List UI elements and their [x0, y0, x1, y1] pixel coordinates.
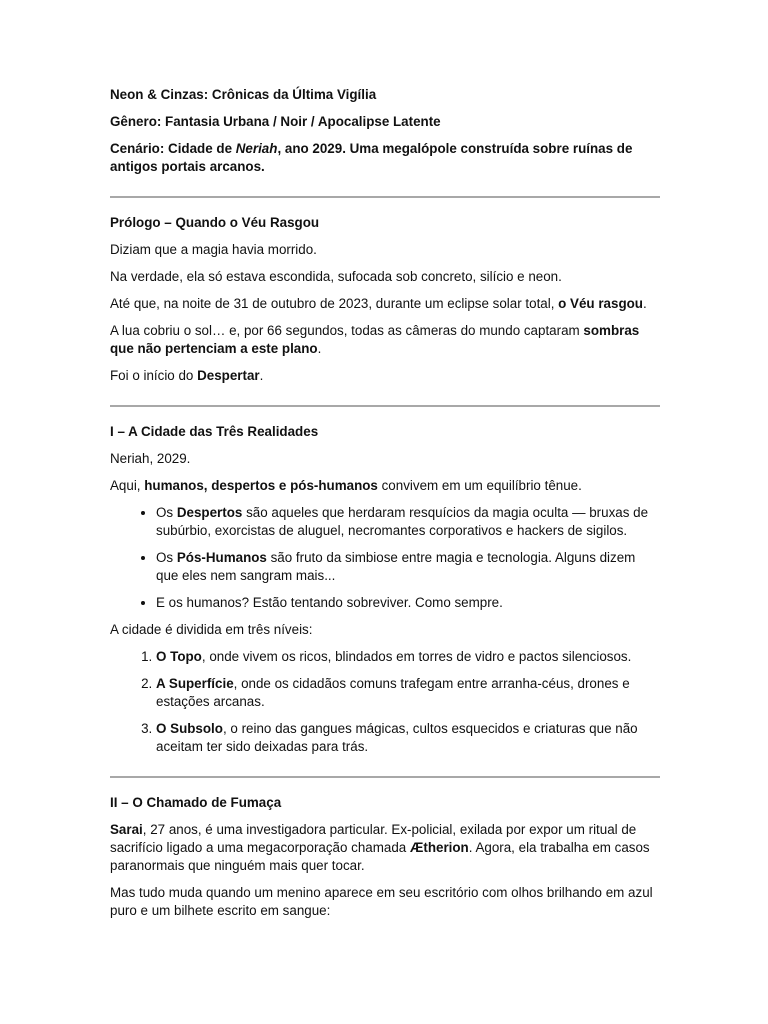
emphasis-text: Despertar	[197, 368, 260, 383]
prologue-paragraph: Na verdade, ela só estava escondida, sufocada sob concreto, silício e neon.	[110, 269, 562, 284]
section-paragraph	[110, 477, 660, 495]
section-heading: II – O Chamado de Fumaça	[110, 795, 282, 810]
bullet-list	[110, 504, 660, 612]
text-run: são fruto da simbiose entre magia e tecnologia. Alguns dizem que eles nem sangram mais...	[156, 550, 636, 583]
section-paragraph	[110, 821, 660, 875]
text-run: são aqueles que herdaram resquícios da magia oculta — bruxas de subúrbio, exorcistas de aluguel, necromantes corporativos e hackers de sigilos.	[156, 505, 649, 538]
text-run: , 27 anos, é uma investigadora particular. Ex-policial, exilada por expor um ritual de sacrifício ligado a uma megacorporação chamada	[110, 822, 637, 855]
text-run: convivem em um equilíbrio tênue.	[377, 478, 582, 493]
setting-description: , ano 2029. Uma megalópole construída sobre ruínas de antigos portais arcanos.	[110, 141, 633, 174]
emphasis-text: O Subsolo	[156, 721, 223, 736]
list-item	[156, 594, 660, 612]
section-paragraph: Mas tudo muda quando um menino aparece em seu escritório com olhos brilhando em azul puro e um bilhete escrito em sangue:	[110, 885, 653, 918]
list-item	[156, 720, 660, 756]
section-divider	[110, 776, 660, 778]
emphasis-text: humanos, despertos e pós-humanos	[144, 478, 378, 493]
document-content	[110, 86, 660, 929]
section-paragraph: A cidade é dividida em três níveis:	[110, 622, 313, 637]
setting-line	[110, 140, 660, 176]
emphasis-text: A Superfície	[156, 676, 234, 691]
setting-city: Neriah	[235, 141, 278, 156]
setting-label: Cenário: Cidade de	[110, 141, 236, 156]
list-item	[156, 504, 660, 540]
emphasis-text: sombras que não pertenciam a este plano	[110, 323, 640, 356]
prologue-paragraph: Diziam que a magia havia morrido.	[110, 242, 317, 257]
list-item	[156, 648, 660, 666]
section-divider	[110, 196, 660, 198]
section-divider	[110, 405, 660, 407]
text-run: , onde vivem os ricos, blindados em torres de vidro e pactos silenciosos.	[201, 649, 632, 664]
text-run: A lua cobriu o sol… e, por 66 segundos, todas as câmeras do mundo captaram	[110, 323, 584, 338]
text-run: .	[642, 296, 647, 311]
document-title: Neon & Cinzas: Crônicas da Última Vigília	[110, 87, 377, 102]
emphasis-text: Pós-Humanos	[176, 550, 267, 565]
numbered-list	[110, 648, 660, 756]
emphasis-text: o Véu rasgou	[558, 296, 643, 311]
genre-line: Gênero: Fantasia Urbana / Noir / Apocalipse Latente	[110, 114, 441, 129]
list-item	[156, 549, 660, 585]
prologue-paragraph	[110, 322, 660, 358]
text-run: . Agora, ela trabalha em casos paranormais que ninguém mais quer tocar.	[110, 840, 650, 873]
emphasis-text: O Topo	[156, 649, 202, 664]
text-run: .	[317, 341, 322, 356]
prologue-paragraph	[110, 367, 660, 385]
prologue-paragraph	[110, 295, 660, 313]
text-run: Foi o início do	[110, 368, 198, 383]
list-item	[156, 675, 660, 711]
text-run: , o reino das gangues mágicas, cultos esquecidos e criaturas que não aceitam ter sido deixadas para trás.	[156, 721, 638, 754]
emphasis-text: Ætherion	[409, 840, 469, 855]
emphasis-text: Despertos	[176, 505, 243, 520]
text-run: , onde os cidadãos comuns trafegam entre arranha-céus, drones e estações arcanas.	[156, 676, 630, 709]
text-run: E os humanos? Estão tentando sobreviver. Como sempre.	[156, 595, 503, 610]
section-heading: I – A Cidade das Três Realidades	[110, 424, 319, 439]
text-run: Aqui,	[110, 478, 145, 493]
prologue-heading: Prólogo – Quando o Véu Rasgou	[110, 215, 320, 230]
text-run: Até que, na noite de 31 de outubro de 2023, durante um eclipse solar total,	[110, 296, 559, 311]
text-run: .	[259, 368, 264, 383]
emphasis-text: Sarai	[110, 822, 143, 837]
text-run: Os	[156, 505, 177, 520]
text-run: Os	[156, 550, 177, 565]
section-paragraph: Neriah, 2029.	[110, 451, 191, 466]
